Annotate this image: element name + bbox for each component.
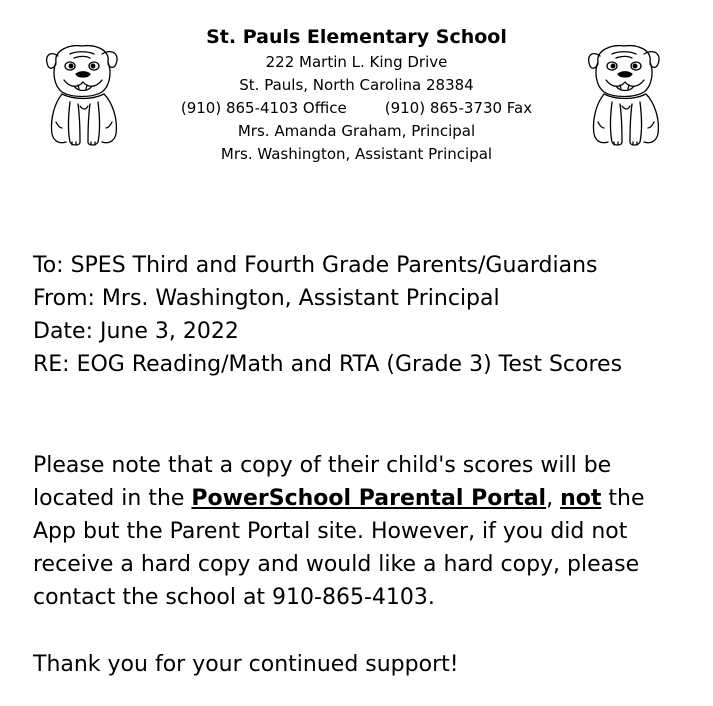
office-phone: (910) 865-4103 Office <box>180 99 347 117</box>
body-paragraph <box>33 449 683 614</box>
closing-line: Thank you for your continued support! <box>33 652 459 677</box>
memo-to: To: SPES Third and Fourth Grade Parents/Guardians <box>33 253 598 278</box>
principal-name: Mrs. Amanda Graham, Principal <box>237 122 476 140</box>
phone-fax-line <box>0 97 713 120</box>
memo-from: From: Mrs. Washington, Assistant Principal <box>33 286 500 311</box>
powerschool-portal-link[interactable]: PowerSchool Parental Portal <box>191 486 547 511</box>
letterhead <box>0 24 713 166</box>
school-name: St. Pauls Elementary School <box>206 26 507 48</box>
memo-header <box>33 249 703 381</box>
fax-number: (910) 865-3730 Fax <box>384 99 533 117</box>
memo-date: Date: June 3, 2022 <box>33 319 239 344</box>
assistant-principal-name: Mrs. Washington, Assistant Principal <box>220 145 493 163</box>
body-text-part2: , <box>546 486 561 511</box>
street-address: 222 Martin L. King Drive <box>265 53 448 71</box>
emphasis-not: not <box>560 486 602 511</box>
city-state-zip: St. Pauls, North Carolina 28384 <box>239 76 474 94</box>
body-text-part1: Please note that a copy of their child's scores will be located in the <box>33 453 612 511</box>
body-text-part3: the App but the Parent Portal site. However, if you did not receive a hard copy and would like a hard copy, please contact the school at 910-865-4103. <box>33 486 645 610</box>
memo-subject: RE: EOG Reading/Math and RTA (Grade 3) Test Scores <box>33 352 623 377</box>
